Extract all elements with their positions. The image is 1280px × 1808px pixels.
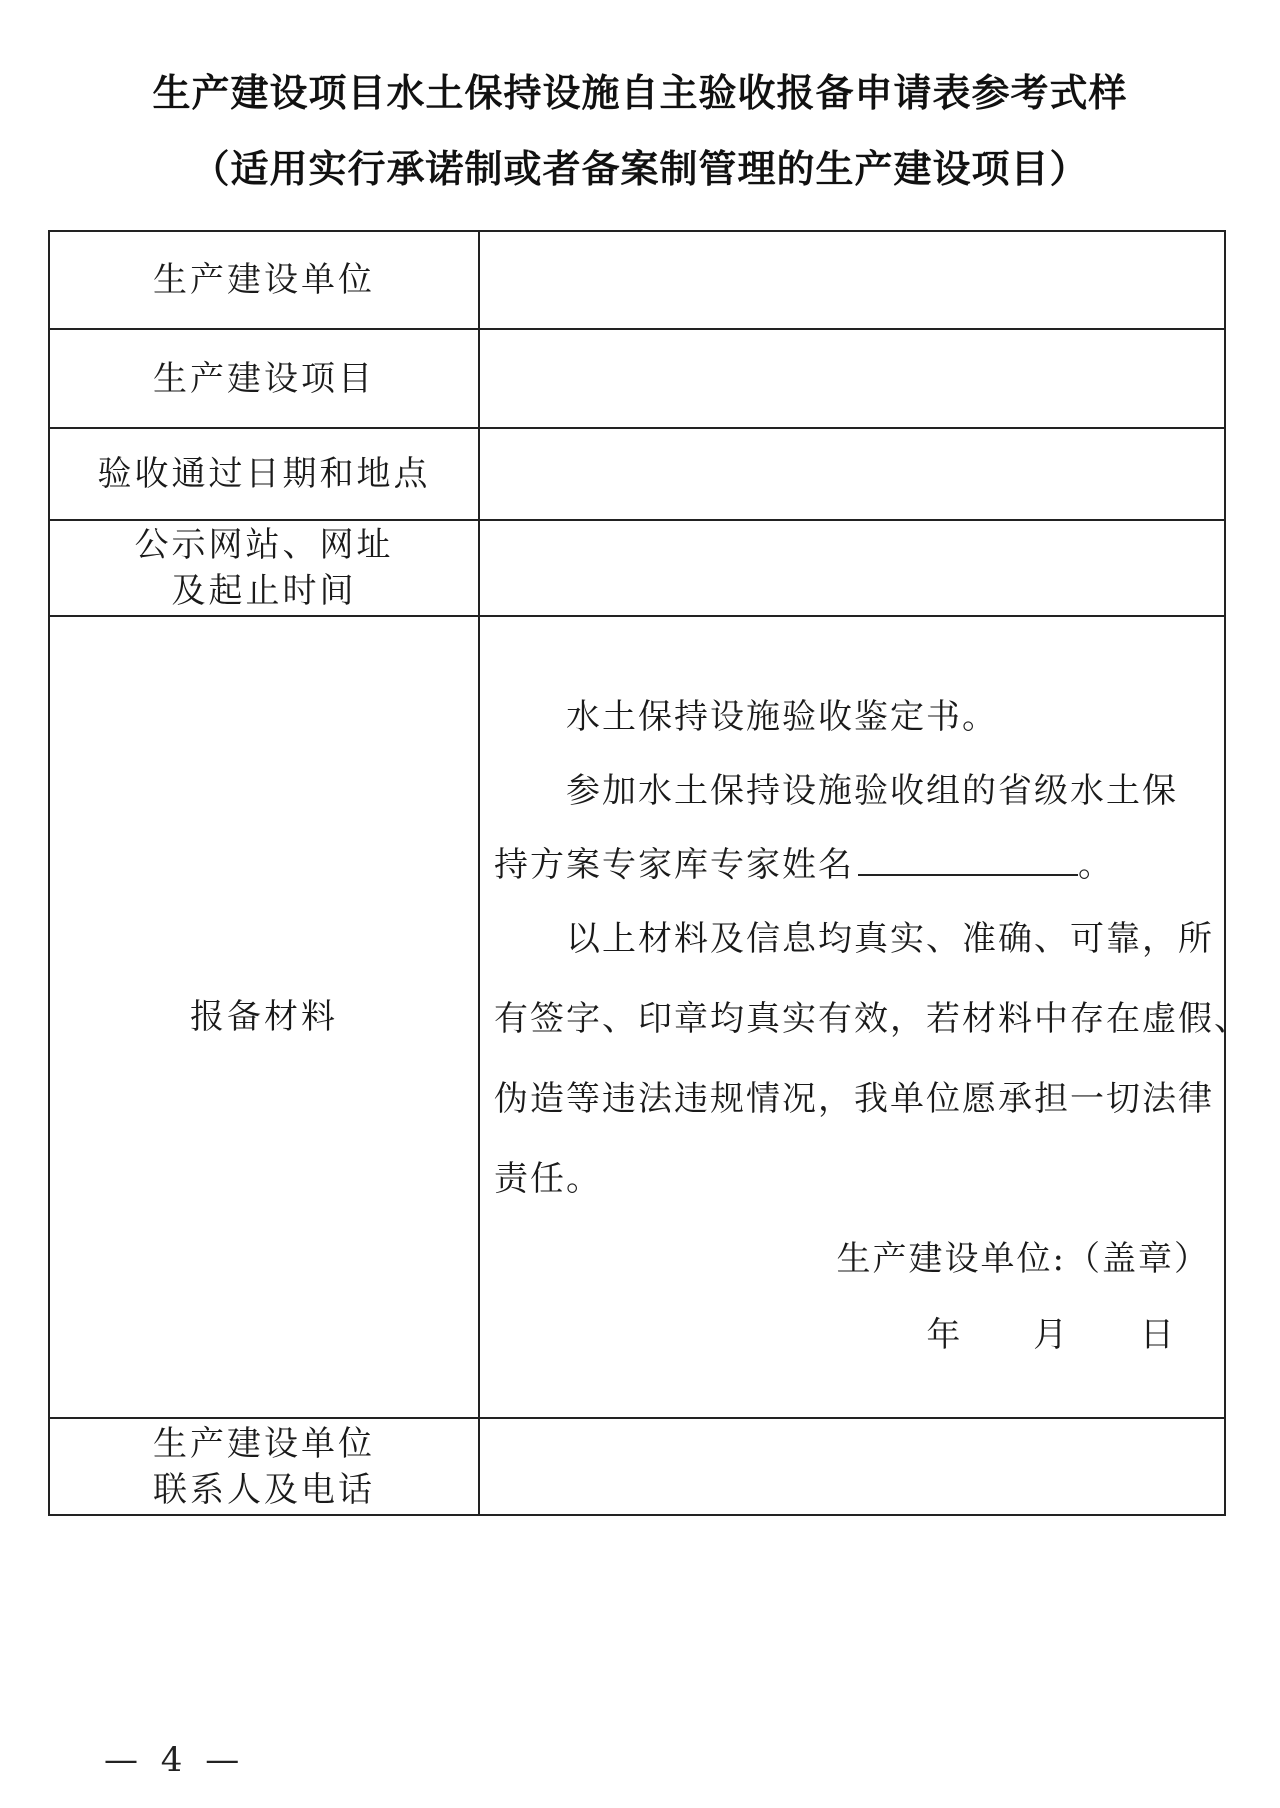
signature-line: 生产建设单位:（盖章） xyxy=(836,1239,1210,1279)
label-publicity-website-line2: 及起止时间 xyxy=(171,571,357,611)
field-construction-unit[interactable] xyxy=(479,231,1225,329)
form-row-publicity-website xyxy=(49,520,1225,616)
form-row-contact xyxy=(49,1418,1225,1515)
materials-item1: 水土保持设施验收鉴定书。 xyxy=(566,697,998,737)
label-publicity-website-line1: 公示网站、网址 xyxy=(134,525,394,565)
date-month: 月 xyxy=(1033,1315,1070,1355)
date-line xyxy=(868,1307,1176,1356)
materials-item2-line2 xyxy=(494,837,1210,886)
statement-line1: 以上材料及信息均真实、准确、可靠，所 xyxy=(566,919,1214,959)
page-number: — 4 — xyxy=(104,1740,246,1780)
label-contact-line1: 生产建设单位 xyxy=(153,1423,375,1464)
label-contact-line2: 联系人及电话 xyxy=(153,1469,375,1510)
field-construction-project[interactable] xyxy=(479,329,1225,428)
expert-name-blank[interactable] xyxy=(858,844,1078,876)
field-publicity-website[interactable] xyxy=(479,520,1225,616)
field-filing-materials xyxy=(479,616,1250,1418)
materials-item2-line1: 参加水土保持设施验收组的省级水土保 xyxy=(566,771,1178,811)
form-row-construction-project xyxy=(49,329,1225,428)
label-publicity-website xyxy=(49,520,479,616)
page-subtitle: （适用实行承诺制或者备案制管理的生产建设项目） xyxy=(191,147,1089,191)
page-title: 生产建设项目水土保持设施自主验收报备申请表参考式样 xyxy=(152,71,1128,115)
label-contact xyxy=(49,1418,479,1515)
field-acceptance-date-place[interactable] xyxy=(479,428,1225,520)
materials-item2-text: 持方案专家库专家姓名 xyxy=(494,845,854,885)
date-year: 年 xyxy=(926,1315,963,1355)
statement-line2: 有签字、印章均真实有效，若材料中存在虚假、 xyxy=(494,999,1250,1039)
label-construction-project: 生产建设项目 xyxy=(49,329,479,428)
label-filing-materials: 报备材料 xyxy=(49,616,479,1418)
application-form-table xyxy=(48,230,1250,1516)
statement-line4: 责任。 xyxy=(494,1159,602,1199)
date-day: 日 xyxy=(1140,1315,1176,1355)
materials-content xyxy=(480,617,1250,1417)
form-row-filing-materials xyxy=(49,616,1225,1418)
label-acceptance-date-place: 验收通过日期和地点 xyxy=(49,428,479,520)
form-row-construction-unit xyxy=(49,231,1225,329)
materials-item2-end: 。 xyxy=(1078,845,1114,885)
field-contact[interactable] xyxy=(479,1418,1225,1515)
label-construction-unit: 生产建设单位 xyxy=(49,231,479,329)
form-row-acceptance-date-place xyxy=(49,428,1225,520)
statement-line3: 伪造等违法违规情况，我单位愿承担一切法律 xyxy=(494,1079,1214,1119)
